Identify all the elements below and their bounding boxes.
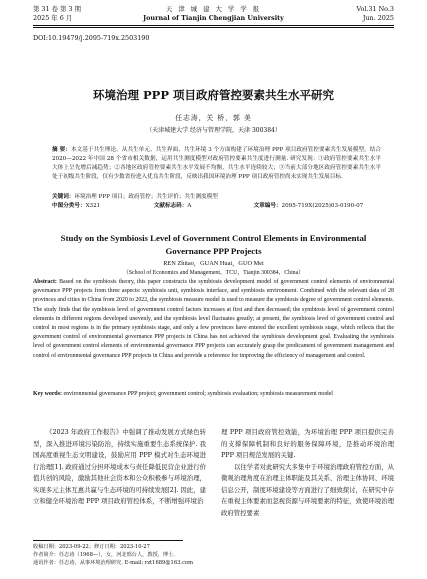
footnote <box>33 543 193 567</box>
abstract-cn <box>52 146 381 182</box>
authors-en: REN Zhitao，GUAN Huai，GUO Mei <box>163 260 264 267</box>
keywords-cn-text: 环境治理 PPP 项目；政府管控；共生评价；共生测度模型 <box>74 194 218 200</box>
footnote-author-bio: 作者简介：任志涛（1968—），女，河北邢台人，教授，博士. <box>33 552 175 558</box>
footnote-received: 收稿日期：2023-09-22；修订日期：2023-10-27 <box>33 544 150 550</box>
affiliation-en: （School of Economics and Management，TCU，Tianjin 300384，China） <box>123 270 304 276</box>
clc <box>52 202 152 211</box>
keywords-cn-label: 关键词： <box>52 194 75 200</box>
body-column-right <box>221 427 394 519</box>
metadata-cn <box>52 193 381 211</box>
abstract-en <box>33 278 394 361</box>
abstract-en-text: Based on the symbiosis theory, this paper constructs the symbiosis development model of government control elements of environmental governance PPP projects from three aspects: symbiosis unit, symbiosis interface, and symbiosis environment. Combined with the relevant data of 28 provinces and cities in China from 2020 to 2022, the symbiosis measure model is used to measure the symbiosis degree of government control elements. The study finds that the symbiosis level of government control factors increases at first and then decreased; the symbiosis level of government control elements in different regions developed unevenly, and the symbiosis level fluctuates greatly; at present, the symbiosis level of government control and control in most regions is in the primary symbiosis stage, and only a few provinces have entered the excellent symbiosis stage, which reflects that the government control of environmental governance PPP projects in China has not achieved the symbiosis development goal. Evaluating the symbiosis level of government control elements of environmental governance PPP projects can accurately grasp the predicament of government management and control of environmental governance PPP projects in China and provide a reference for improving the efficiency of management and control. <box>33 279 394 359</box>
journal-name <box>33 5 394 22</box>
abstract-en-label: Abstract: <box>33 279 57 285</box>
date-line: 2025 年 6 月 <box>33 13 73 22</box>
article-no <box>254 202 364 211</box>
title-en: Study on the Symbiosis Level of Government Control Elements in Environmental Governance PPP Projects <box>60 233 367 256</box>
body-para-1-cont: 理 PPP 项目政府管控效能，为环境治理 PPP 项目提供完善的支撑保障机制和良好的服务保障环境，是推动环境治理 PPP 项目规范发展的关键. <box>221 428 394 459</box>
keywords-en-text: environmental governance PPP project; government control; symbiosis evaluation; symbiosis measurement model <box>63 391 333 397</box>
keywords-en <box>33 390 394 399</box>
classification-row <box>52 202 381 211</box>
keywords-en-label: Key words: <box>33 391 62 397</box>
doc-code-value: A <box>187 203 192 209</box>
abstract-cn-text: 本文基于共生理论，从共生单元、共生界面、共生环境 3 个方面构建了环境治理 PPP 项目政府管控要素共生发展模型，结合 2020—2022 年中国 28 个省市相关数据，运用共生测度模型对政府管控要素共生度进行测量. 研究发现：①政府管控要素共生水平大体上呈先增后减趋势；②各地区政府管控要素共生水平发展不均衡，共生水平连续较大；③当前大部分地区政府管控要素共生水平处于初级共生阶段，仅有少数省份进入优良共生阶段，反映出我国环境治理 PPP 项目政府管控尚未实现共生发展目标. <box>52 147 381 180</box>
journal-name-cn: 天 津 城 建 大 学 学 报 <box>165 5 262 13</box>
keywords-cn <box>52 193 381 202</box>
header-rule-thin <box>33 27 394 28</box>
article-no-value: 2095-719X(2025)03-0190-07 <box>281 203 364 209</box>
authors-cn: 任志涛，关 桥，郭 美 <box>175 114 252 122</box>
body-column-left: 《2023 年政府工作报告》中强调了推动发展方式绿色转型，深入推进环境污染防治，持续实施重要生态系统保护. 我国高度重视生态文明建设，鼓励应用 PPP 模式对生态环境进行治理[1]. 政府通过分担环境成本与责任降低民营企业进行价值共创的风险，激励其他社会资本和公众积极参与环境治理，实现多元主体互惠共赢与生态环境的可持续发展[2]. 因此，建立和健全环境治理 PPP 项目政府管控体系，不断增强环境治 <box>33 428 206 505</box>
header-rule-thick <box>33 25 394 26</box>
body-text <box>33 427 394 537</box>
clc-label: 中图分类号： <box>52 203 86 209</box>
title-cn: 环境治理 PPP 项目政府管控要素共生水平研究 <box>93 88 334 102</box>
journal-header <box>33 5 394 25</box>
footnote-corresponding: 通讯作者：任志涛，从事环境治理研究. E-mail: rzt1689@163.com <box>33 560 194 566</box>
journal-name-en: Journal of Tianjin Chengjian University <box>143 13 284 22</box>
doc-code-label: 文献标志码： <box>153 203 188 209</box>
volume-line: 第 31 卷 第 3 期 <box>33 5 81 13</box>
article-no-label: 文章编号： <box>253 203 282 209</box>
abstract-cn-label: 摘 要： <box>52 147 71 153</box>
doc-code <box>154 202 252 211</box>
volume-issue-en <box>356 5 394 22</box>
date-line-en: Jun. 2025 <box>362 13 394 22</box>
doi: DOI:10.19479/j.2095-719x.2503190 <box>33 34 150 42</box>
volume-line-en: Vol.31 No.3 <box>356 5 394 13</box>
affiliation-cn: （天津城建大学 经济与管理学院，天津 300384） <box>146 127 281 134</box>
clc-value: X321 <box>85 203 101 209</box>
footnote-rule <box>33 540 183 541</box>
body-para-2: 以往学者对此研究大多集中于环境治理政府管控方面，从微观治理角度在治理主体职能及其关系、治理主体协同、环境信息公开，制度环境建设等方面进行了细致探讨，在研究中存在重视主体要素而忽视资源与环境要素的特征，致使环境治理政府管控要素 <box>221 462 394 517</box>
